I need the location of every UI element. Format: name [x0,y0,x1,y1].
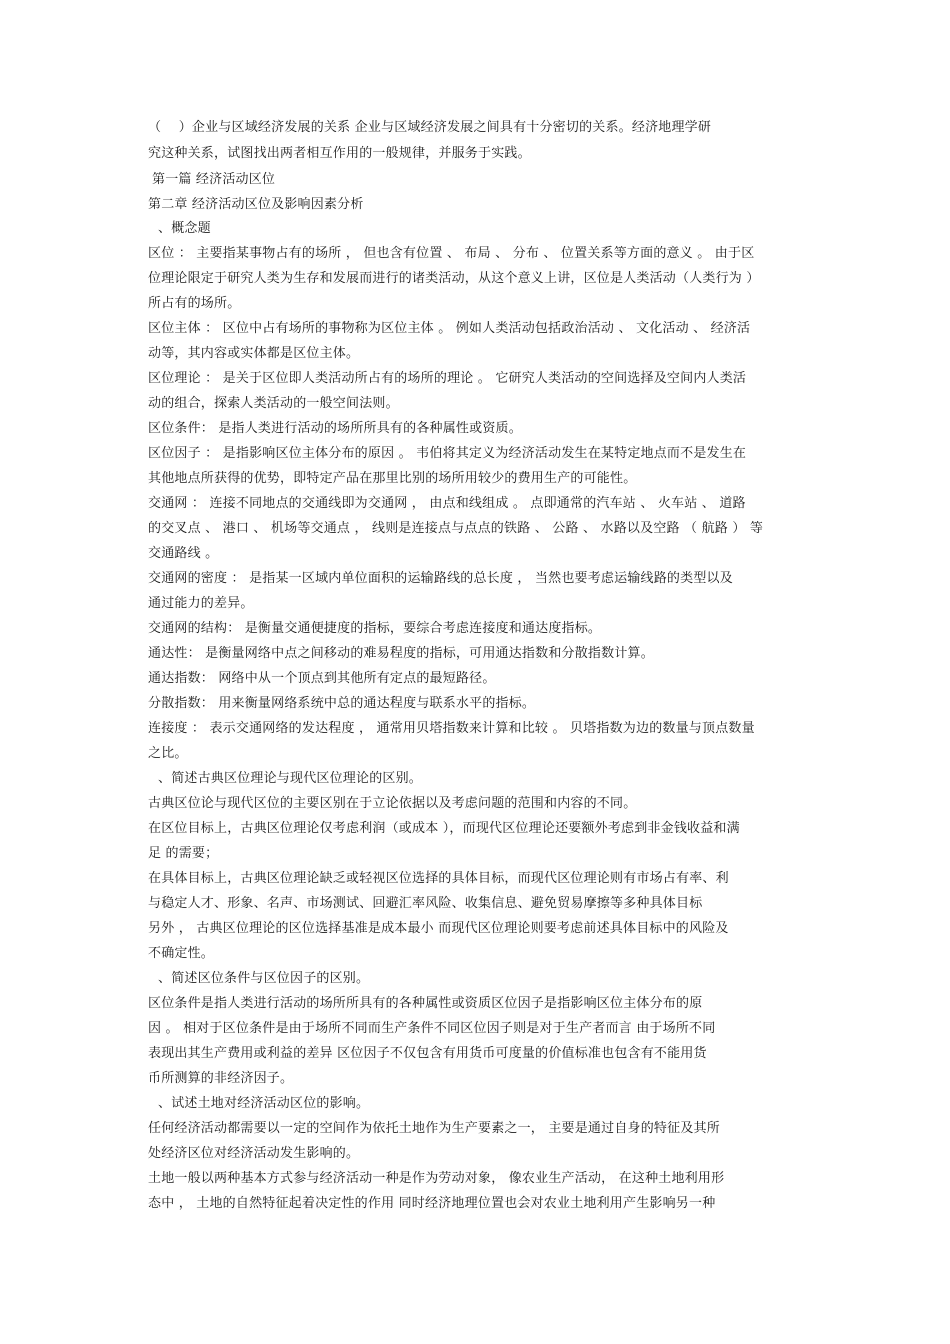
text-line: 古典区位论与现代区位的主要区别在于立论依据以及考虑问题的范围和内容的不同。 [148,796,637,811]
text-line: 动等，其内容或实体都是区位主体。 [148,346,360,361]
chapter-heading: 第二章 经济活动区位及影响因素分析 [148,197,364,212]
text-line: 连接度 ： 表示交通网络的发达程度 ， 通常用贝塔指数来计算和比较 。 贝塔指数为边的数量与顶点数量 [148,721,755,736]
text-line: 的交叉点 、 港口 、 机场等交通点 ， 线则是连接点与点点的铁路 、 公路 、 水路以及空路 （ 航路 ） 等 [148,521,764,536]
text-line: 任何经济活动都需要以一定的空间作为依托土地作为生产要素之一， 主要是通过自身的特征及其所 [148,1121,720,1136]
text-line: 区位 ： 主要指某事物占有的场所 ， 但也含有位置 、 布局 、 分布 、 位置关系等方面的意义 。 由于区 [148,246,755,261]
text-line: 所占有的场所。 [148,296,241,311]
text-line: （ ）企业与区域经济发展的关系 企业与区域经济发展之间具有十分密切的关系。经济地理学研 [148,120,712,135]
text-line: 其他地点所获得的优势，即特定产品在那里比别的场所用较少的费用生产的可能性。 [148,471,637,486]
text-line: 区位条件： 是指人类进行活动的场所所具有的各种属性或资质。 [148,421,522,436]
section-heading: 、试述土地对经济活动区位的影响。 [158,1096,370,1111]
text-line: 足 的需要； [148,846,219,861]
text-line: 通达指数： 网络中从一个顶点到其他所有定点的最短路径。 [148,671,496,686]
text-line: 在区位目标上，古典区位理论仅考虑利润（或成本 ），而现代区位理论还要额外考虑到非金钱收益和满 [148,821,740,836]
text-line: 位理论限定于研究人类为生存和发展而进行的诸类活动，从这个意义上讲，区位是人类活动（人类行为 ） [148,271,760,286]
section-heading: 、简述古典区位理论与现代区位理论的区别。 [158,771,423,786]
text-line: 交通路线 。 [148,546,219,561]
text-line: 在具体目标上，古典区位理论缺乏或轻视区位选择的具体目标，而现代区位理论则有市场占有率、利 [148,871,729,886]
text-line: 交通网 ： 连接不同地点的交通线即为交通网 ， 由点和线组成 。 点即通常的汽车站 、 火车站 、 道路 [148,496,746,511]
text-line: 币所测算的非经济因子。 [148,1071,294,1086]
text-line: 表现出其生产费用或利益的差异 区位因子不仅包含有用货币可度量的价值标准也包含有不能用货 [148,1046,707,1061]
text-line: 交通网的密度 ： 是指某一区域内单位面积的运输路线的总长度 ， 当然也要考虑运输线路的类型以及 [148,571,733,586]
part-heading: 第一篇 经济活动区位 [152,172,276,187]
text-line: 区位因子 ： 是指影响区位主体分布的原因 。 韦伯将其定义为经济活动发生在某特定地点而不是发生在 [148,446,747,461]
text-line: 交通网的结构： 是衡量交通便捷度的指标，要综合考虑连接度和通达度指标。 [148,621,602,636]
text-line: 究这种关系，试图找出两者相互作用的一般规律，并服务于实践。 [148,146,531,161]
text-line: 与稳定人才、形象、名声、市场测试、回避汇率风险、收集信息、避免贸易摩擦等多种具体目标 [148,896,703,911]
text-line: 之比。 [148,746,188,761]
text-line: 通过能力的差异。 [148,596,254,611]
text-line: 态中 ， 土地的自然特征起着决定性的作用 同时经济地理位置也会对农业土地利用产生影响另一种 [148,1196,716,1211]
text-line: 另外 ， 古典区位理论的区位选择基准是成本最小 而现代区位理论则要考虑前述具体目标中的风险及 [148,921,729,936]
text-line: 分散指数： 用来衡量网络系统中总的通达程度与联系水平的指标。 [148,696,536,711]
text-line: 通达性： 是衡量网络中点之间移动的难易程度的指标，可用通达指数和分散指数计算。 [148,646,654,661]
text-line: 区位主体 ： 区位中占有场所的事物称为区位主体 。 例如人类活动包括政治活动 、 文化活动 、 经济活 [148,321,751,336]
section-heading: 、简述区位条件与区位因子的区别。 [158,971,370,986]
text-line: 土地一般以两种基本方式参与经济活动一种是作为劳动对象， 像农业生产活动， 在这种土地利用形 [148,1171,725,1186]
text-line: 处经济区位对经济活动发生影响的。 [148,1146,360,1161]
text-line: 动的组合，探索人类活动的一般空间法则。 [148,396,399,411]
text-line: 区位理论 ： 是关于区位即人类活动所占有的场所的理论 。 它研究人类活动的空间选择及空间内人类活 [148,371,747,386]
text-line: 不确定性。 [148,946,215,961]
section-heading: 、概念题 [158,221,211,236]
text-line: 因 。 相对于区位条件是由于场所不同而生产条件不同区位因子则是对于生产者而言 由于场所不同 [148,1021,716,1036]
text-line: 区位条件是指人类进行活动的场所所具有的各种属性或资质区位因子是指影响区位主体分布的原 [148,996,703,1011]
